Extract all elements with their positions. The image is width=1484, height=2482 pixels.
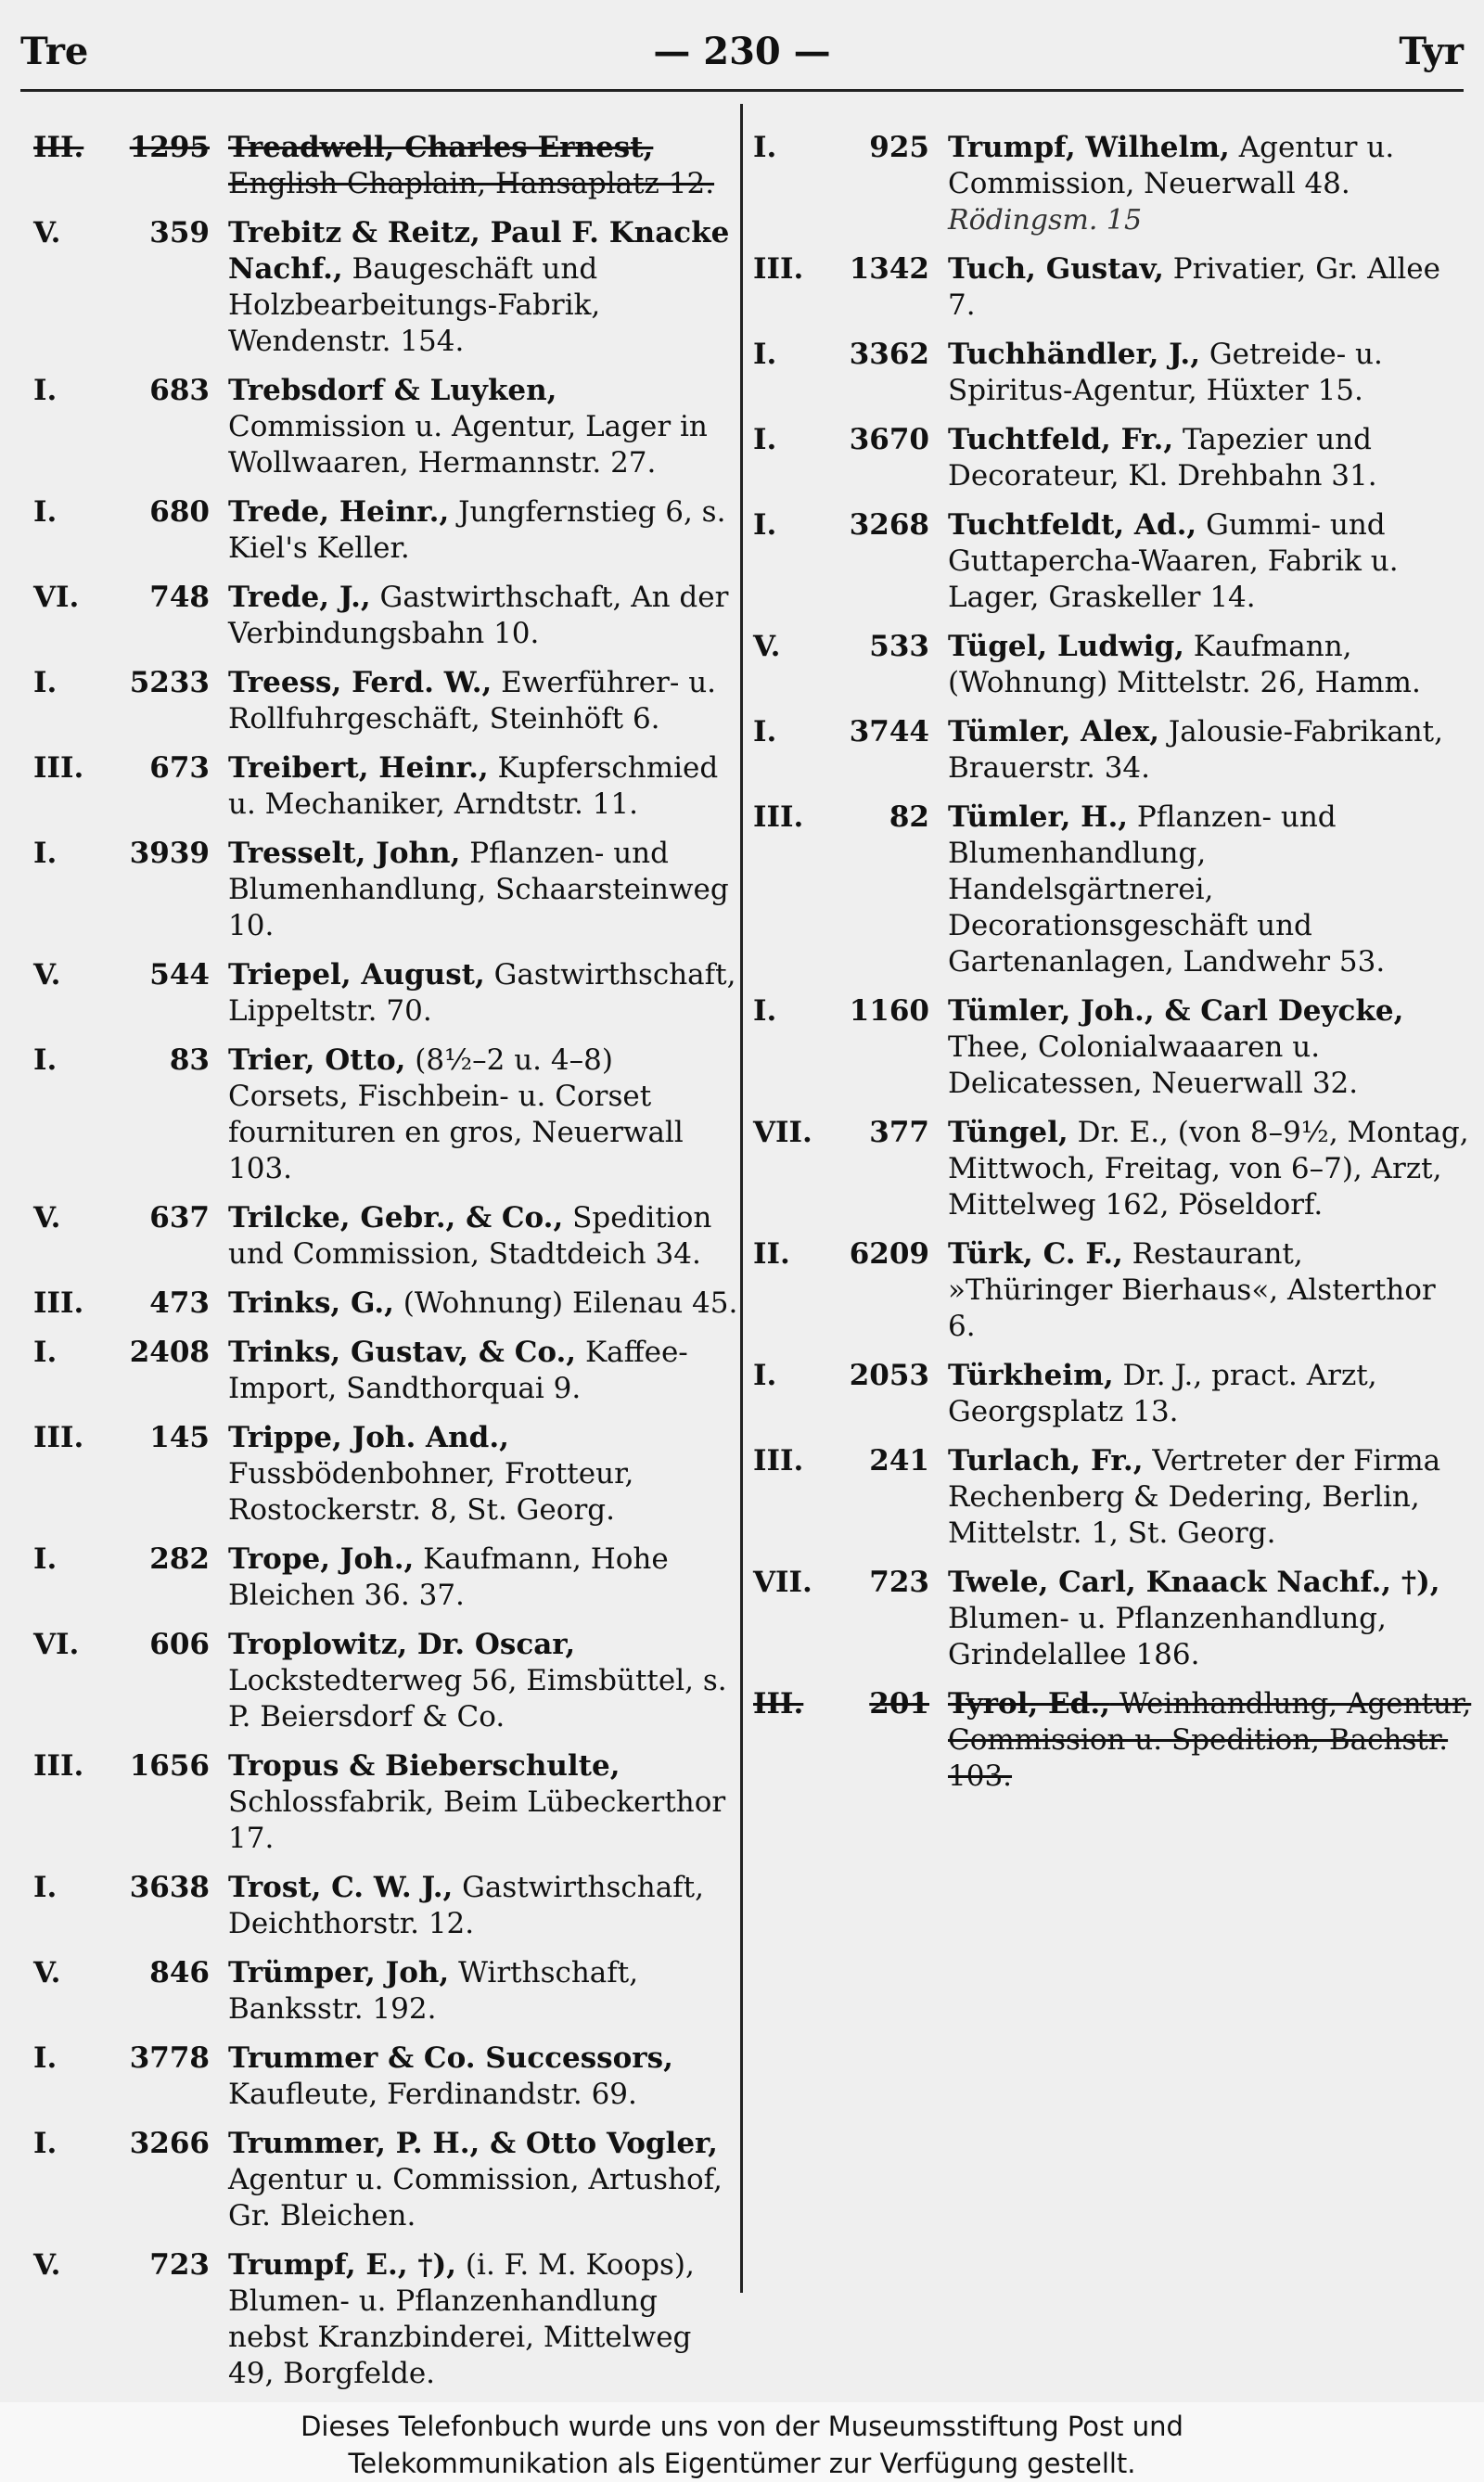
entry-text (948, 130, 1472, 238)
directory-entry (753, 1115, 1472, 1223)
line-number: 1656 (129, 1749, 210, 1783)
subscriber-name: Trede, Heinr., (228, 495, 450, 529)
phone-number (33, 215, 228, 360)
subscriber-details: Dr. E., (von 8–9½, Montag, Mittwoch, Freitag, von 6–7), Arzt, Mittelweg 162, Pöseldorf. (948, 1116, 1469, 1222)
entry-text (228, 665, 738, 737)
subscriber-details: Restaurant, »Thüringer Bierhaus«, Alsterthor 6. (948, 1237, 1436, 1343)
phone-number (33, 2247, 228, 2392)
directory-entry (33, 2247, 738, 2392)
subscriber-details: Baugeschäft und Holzbearbeitungs-Fabrik, Wendenstr. 154. (228, 252, 601, 358)
directory-entry (33, 1420, 738, 1529)
entry-text (948, 251, 1472, 324)
subscriber-details: Blumen- u. Pflanzenhandlung, Grindelallee 186. (948, 1602, 1387, 1671)
subscriber-details: English Chaplain, Hansaplatz 12. (228, 167, 715, 200)
entry-text (948, 337, 1472, 409)
entry-text (228, 1420, 738, 1529)
subscriber-name: Treibert, Heinr., (228, 751, 489, 785)
line-number: 606 (149, 1628, 210, 1661)
directory-entry (33, 957, 738, 1030)
line-number: 282 (149, 1542, 210, 1576)
exchange-district: I. (33, 666, 58, 699)
phone-number (33, 2126, 228, 2234)
line-number: 748 (149, 581, 210, 614)
line-number: 3638 (129, 1871, 210, 1904)
line-number: 925 (869, 131, 929, 164)
entry-text (228, 957, 738, 1030)
subscriber-name: Trumpf, Wilhelm, (948, 131, 1230, 164)
exchange-district: VII. (753, 1116, 812, 1149)
phone-number (33, 1286, 228, 1322)
subscriber-name: Trede, J., (228, 581, 371, 614)
subscriber-name: Tügel, Ludwig, (948, 630, 1184, 663)
entry-text (948, 993, 1472, 1102)
subscriber-details: Gastwirthschaft, An der Verbindungsbahn 10. (228, 581, 729, 650)
exchange-district: V. (753, 630, 781, 663)
subscriber-name: Trebsdorf & Luyken, (228, 374, 557, 407)
line-number: 2053 (849, 1359, 929, 1392)
subscriber-details: (Wohnung) Eilenau 45. (393, 1286, 738, 1320)
exchange-district: III. (753, 1687, 804, 1721)
exchange-district: III. (33, 751, 84, 785)
directory-entry (33, 1955, 738, 2028)
line-number: 683 (149, 374, 210, 407)
page-number: — 230 — (653, 30, 831, 73)
exchange-district: III. (33, 1749, 84, 1783)
entry-text (228, 1286, 738, 1322)
line-number: 5233 (129, 666, 210, 699)
subscriber-name: Trummer, P. H., & Otto Vogler, (228, 2127, 718, 2160)
entry-text (948, 1115, 1472, 1223)
subscriber-details: Gastwirthschaft, Lippeltstr. 70. (228, 958, 736, 1028)
directory-entry (753, 993, 1472, 1102)
subscriber-details: Kaufmann, Hohe Bleichen 36. 37. (228, 1542, 669, 1612)
line-number: 377 (869, 1116, 929, 1149)
footer-line-1: Dieses Telefonbuch wurde uns von der Museumsstiftung Post und (301, 2411, 1183, 2442)
exchange-district: I. (753, 994, 777, 1028)
directory-entry (33, 130, 738, 202)
phone-number (753, 629, 948, 701)
exchange-district: V. (33, 216, 61, 249)
line-number: 3268 (849, 508, 929, 542)
subscriber-details: Agentur u. Commission, Artushof, Gr. Bleichen. (228, 2163, 723, 2233)
directory-entry (33, 580, 738, 652)
phone-number (753, 1443, 948, 1552)
subscriber-details: Thee, Colonialwaaaren u. Delicatessen, Neuerwall 32. (948, 1030, 1359, 1100)
exchange-district: V. (33, 1201, 61, 1235)
line-number: 2408 (129, 1336, 210, 1369)
entry-text (228, 1748, 738, 1857)
exchange-district: III. (753, 1444, 804, 1478)
phone-number (33, 130, 228, 202)
line-number: 359 (149, 216, 210, 249)
entry-text (948, 1358, 1472, 1430)
subscriber-details: Kaufleute, Ferdinandstr. 69. (228, 2078, 637, 2111)
exchange-district: I. (33, 1336, 58, 1369)
subscriber-name: Türk, C. F., (948, 1237, 1123, 1271)
entry-text (948, 1686, 1472, 1795)
directory-entry (753, 251, 1472, 324)
exchange-district: III. (33, 1286, 84, 1320)
right-column (753, 130, 1472, 1808)
entry-text (948, 1236, 1472, 1345)
line-number: 241 (869, 1444, 929, 1478)
directory-entry (33, 1335, 738, 1407)
entry-text (228, 1043, 738, 1187)
phone-number (33, 494, 228, 567)
subscriber-details: Ewerführer- u. Rollfuhrgeschäft, Steinhöft 6. (228, 666, 717, 736)
exchange-district: I. (33, 1043, 58, 1077)
subscriber-name: Trippe, Joh. And., (228, 1421, 509, 1454)
header-rule (20, 89, 1464, 92)
directory-entry (753, 422, 1472, 494)
directory-entry (33, 1627, 738, 1735)
subscriber-details: Privatier, Gr. Allee 7. (948, 252, 1440, 322)
subscriber-name: Tuchtfeldt, Ad., (948, 508, 1197, 542)
subscriber-name: Tyrol, Ed., (948, 1687, 1110, 1721)
exchange-district: I. (33, 2127, 58, 2160)
header-right-keyword: Tyr (1399, 30, 1464, 73)
subscriber-details: Pflanzen- und Blumenhandlung, Schaarsteinweg 10. (228, 837, 729, 942)
directory-entry (753, 1236, 1472, 1345)
entry-text (228, 1335, 738, 1407)
entry-text (948, 422, 1472, 494)
directory-entry (33, 1043, 738, 1187)
phone-number (33, 957, 228, 1030)
subscriber-name: Tüngel, (948, 1116, 1068, 1149)
directory-entry (33, 494, 738, 567)
subscriber-details: Agentur u. Commission, Neuerwall 48. (948, 131, 1395, 200)
entry-text (228, 1542, 738, 1614)
subscriber-name: Türkheim, (948, 1359, 1114, 1392)
subscriber-name: Trümper, Joh, (228, 1956, 450, 1989)
entry-text (228, 1955, 738, 2028)
directory-entry (753, 1686, 1472, 1795)
subscriber-details: Vertreter der Firma Rechenberg & Dedering, Berlin, Mittelstr. 1, St. Georg. (948, 1444, 1441, 1550)
line-number: 1160 (849, 994, 929, 1028)
line-number: 3939 (129, 837, 210, 870)
entry-text (948, 800, 1472, 980)
directory-entry (753, 1358, 1472, 1430)
exchange-district: I. (33, 374, 58, 407)
subscriber-details: Getreide- u. Spiritus-Agentur, Hüxter 15. (948, 338, 1383, 407)
directory-entry (753, 507, 1472, 616)
phone-number (753, 422, 948, 494)
subscriber-details: Kaufmann, (Wohnung) Mittelstr. 26, Hamm. (948, 630, 1421, 699)
subscriber-details: Jalousie-Fabrikant, Brauerstr. 34. (948, 715, 1443, 785)
phone-number (753, 130, 948, 238)
line-number: 473 (149, 1286, 210, 1320)
line-number: 1295 (129, 131, 210, 164)
phone-number (33, 1870, 228, 1942)
exchange-district: I. (33, 495, 58, 529)
phone-number (33, 1542, 228, 1614)
subscriber-name: Trumpf, E., †), (228, 2248, 457, 2282)
line-number: 145 (149, 1421, 210, 1454)
directory-entry (33, 1542, 738, 1614)
subscriber-name: Tresselt, John, (228, 837, 461, 870)
entry-text (228, 2126, 738, 2234)
subscriber-details: Commission u. Agentur, Lager in Wollwaaren, Hermannstr. 27. (228, 410, 708, 480)
directory-entry (33, 215, 738, 360)
phone-number (33, 1200, 228, 1273)
directory-entry (33, 373, 738, 481)
phone-number (33, 580, 228, 652)
exchange-district: V. (33, 1956, 61, 1989)
exchange-district: V. (33, 2248, 61, 2282)
line-number: 637 (149, 1201, 210, 1235)
exchange-district: III. (753, 800, 804, 834)
phone-number (33, 836, 228, 944)
directory-entry (753, 1565, 1472, 1673)
phone-number (753, 993, 948, 1102)
subscriber-details: (i. F. M. Koops), Blumen- u. Pflanzenhandlung nebst Kranzbinderei, Mittelweg 49, Borgfelde. (228, 2248, 695, 2390)
entry-text (228, 215, 738, 360)
subscriber-details: (8½–2 u. 4–8) Corsets, Fischbein- u. Corset fournituren en gros, Neuerwall 103. (228, 1043, 684, 1185)
directory-entry (33, 2041, 738, 2113)
exchange-district: I. (753, 508, 777, 542)
subscriber-details: Wirthschaft, Banksstr. 192. (228, 1956, 639, 2026)
handwritten-note: Rödingsm. 15 (948, 204, 1143, 237)
subscriber-details: Spedition und Commission, Stadtdeich 34. (228, 1201, 712, 1271)
entry-text (948, 1565, 1472, 1673)
entry-text (228, 836, 738, 944)
footer-notice (0, 2402, 1484, 2482)
subscriber-name: Triepel, August, (228, 958, 485, 992)
exchange-district: I. (753, 1359, 777, 1392)
entry-text (948, 714, 1472, 787)
subscriber-name: Trinks, Gustav, & Co., (228, 1336, 577, 1369)
directory-entry (753, 1443, 1472, 1552)
footer-line-2: Telekommunikation als Eigentümer zur Verfügung gestellt. (348, 2448, 1136, 2479)
phone-number (753, 1565, 948, 1673)
phone-number (33, 1627, 228, 1735)
line-number: 846 (149, 1956, 210, 1989)
phone-number (33, 2041, 228, 2113)
directory-entry (753, 337, 1472, 409)
phone-number (33, 1748, 228, 1857)
directory-entry (753, 714, 1472, 787)
subscriber-details: Lockstedterweg 56, Eimsbüttel, s. P. Beiersdorf & Co. (228, 1664, 727, 1734)
line-number: 673 (149, 751, 210, 785)
line-number: 201 (869, 1687, 929, 1721)
directory-entry (33, 665, 738, 737)
phone-number (753, 507, 948, 616)
line-number: 680 (149, 495, 210, 529)
subscriber-details: Fussbödenbohner, Frotteur, Rostockerstr. 8, St. Georg. (228, 1457, 634, 1527)
exchange-district: I. (33, 2041, 58, 2075)
directory-entry (33, 1200, 738, 1273)
entry-text (228, 373, 738, 481)
phone-number (33, 1043, 228, 1187)
subscriber-name: Trinks, G., (228, 1286, 394, 1320)
subscriber-name: Turlach, Fr., (948, 1444, 1144, 1478)
phone-number (33, 1335, 228, 1407)
phone-number (753, 251, 948, 324)
subscriber-name: Tropus & Bieberschulte, (228, 1749, 620, 1783)
left-column (33, 130, 738, 2402)
phone-number (753, 1358, 948, 1430)
entry-text (228, 1627, 738, 1735)
subscriber-name: Treadwell, Charles Ernest, (228, 131, 654, 164)
subscriber-name: Troplowitz, Dr. Oscar, (228, 1628, 576, 1661)
entry-text (948, 629, 1472, 701)
exchange-district: I. (753, 715, 777, 748)
phone-number (753, 337, 948, 409)
line-number: 3362 (849, 338, 929, 371)
entry-text (228, 1200, 738, 1273)
subscriber-name: Tuch, Gustav, (948, 252, 1164, 286)
phone-number (33, 750, 228, 823)
phone-number (33, 1420, 228, 1529)
subscriber-details: Jungfernstieg 6, s. Kiel's Keller. (228, 495, 726, 565)
line-number: 3670 (849, 423, 929, 456)
exchange-district: V. (33, 958, 61, 992)
subscriber-name: Tuchhändler, J., (948, 338, 1201, 371)
exchange-district: III. (33, 131, 84, 164)
entry-text (948, 1443, 1472, 1552)
subscriber-details: Weinhandlung, Agentur, Commission u. Spedition, Bachstr. 103. (948, 1687, 1472, 1793)
entry-text (228, 580, 738, 652)
subscriber-name: Tuchtfeld, Fr., (948, 423, 1174, 456)
line-number: 83 (169, 1043, 210, 1077)
entry-text (228, 2041, 738, 2113)
directory-entry (753, 629, 1472, 701)
exchange-district: VII. (753, 1566, 812, 1599)
directory-entry (753, 800, 1472, 980)
subscriber-name: Trilcke, Gebr., & Co., (228, 1201, 564, 1235)
phone-number (753, 1236, 948, 1345)
line-number: 3744 (849, 715, 929, 748)
exchange-district: III. (753, 252, 804, 286)
subscriber-name: Tümler, H., (948, 800, 1129, 834)
subscriber-name: Trummer & Co. Successors, (228, 2041, 673, 2075)
subscriber-name: Treess, Ferd. W., (228, 666, 493, 699)
directory-entry (33, 1870, 738, 1942)
header-left-keyword: Tre (20, 30, 89, 73)
directory-entry (33, 1286, 738, 1322)
directory-entry (753, 130, 1472, 238)
phone-number (33, 665, 228, 737)
phone-number (753, 1115, 948, 1223)
directory-entry (33, 1748, 738, 1857)
exchange-district: I. (753, 338, 777, 371)
subscriber-name: Trier, Otto, (228, 1043, 406, 1077)
exchange-district: I. (33, 1542, 58, 1576)
entry-text (228, 750, 738, 823)
subscriber-details: Gastwirthschaft, Deichthorstr. 12. (228, 1871, 704, 1940)
entry-text (228, 494, 738, 567)
phone-number (753, 800, 948, 980)
subscriber-name: Trope, Joh., (228, 1542, 415, 1576)
exchange-district: VI. (33, 1628, 80, 1661)
directory-entry (33, 2126, 738, 2234)
line-number: 533 (869, 630, 929, 663)
phone-number (753, 714, 948, 787)
line-number: 723 (869, 1566, 929, 1599)
exchange-district: VI. (33, 581, 80, 614)
line-number: 82 (889, 800, 929, 834)
column-divider (740, 104, 743, 2293)
subscriber-name: Trebitz & Reitz, Paul F. Knacke Nachf., (228, 216, 730, 286)
directory-entry (33, 836, 738, 944)
subscriber-details: Kupferschmied u. Mechaniker, Arndtstr. 11. (228, 751, 719, 821)
entry-text (948, 507, 1472, 616)
subscriber-details: Dr. J., pract. Arzt, Georgsplatz 13. (948, 1359, 1377, 1428)
exchange-district: III. (33, 1421, 84, 1454)
subscriber-name: Trost, C. W. J., (228, 1871, 454, 1904)
entry-text (228, 1870, 738, 1942)
entry-text (228, 130, 738, 202)
subscriber-details: Pflanzen- und Blumenhandlung, Handelsgärtnerei, Decorationsgeschäft und Gartenanlagen, Landwehr 53. (948, 800, 1386, 979)
directory-entry (33, 750, 738, 823)
line-number: 3778 (129, 2041, 210, 2075)
phone-number (753, 1686, 948, 1795)
line-number: 1342 (849, 252, 929, 286)
entry-text (228, 2247, 738, 2392)
line-number: 544 (149, 958, 210, 992)
subscriber-details: Kaffee-Import, Sandthorquai 9. (228, 1336, 688, 1405)
subscriber-name: Twele, Carl, Knaack Nachf., †), (948, 1566, 1440, 1599)
exchange-district: I. (753, 131, 777, 164)
subscriber-details: Tapezier und Decorateur, Kl. Drehbahn 31. (948, 423, 1377, 493)
line-number: 723 (149, 2248, 210, 2282)
exchange-district: I. (33, 837, 58, 870)
line-number: 3266 (129, 2127, 210, 2160)
exchange-district: II. (753, 1237, 790, 1271)
exchange-district: I. (753, 423, 777, 456)
exchange-district: I. (33, 1871, 58, 1904)
subscriber-name: Tümler, Joh., & Carl Deycke, (948, 994, 1404, 1028)
subscriber-details: Schlossfabrik, Beim Lübeckerthor 17. (228, 1785, 726, 1855)
subscriber-name: Tümler, Alex, (948, 715, 1160, 748)
phone-number (33, 373, 228, 481)
phone-number (33, 1955, 228, 2028)
line-number: 6209 (849, 1237, 929, 1271)
subscriber-details: Gummi- und Guttapercha-Waaren, Fabrik u. Lager, Graskeller 14. (948, 508, 1399, 614)
